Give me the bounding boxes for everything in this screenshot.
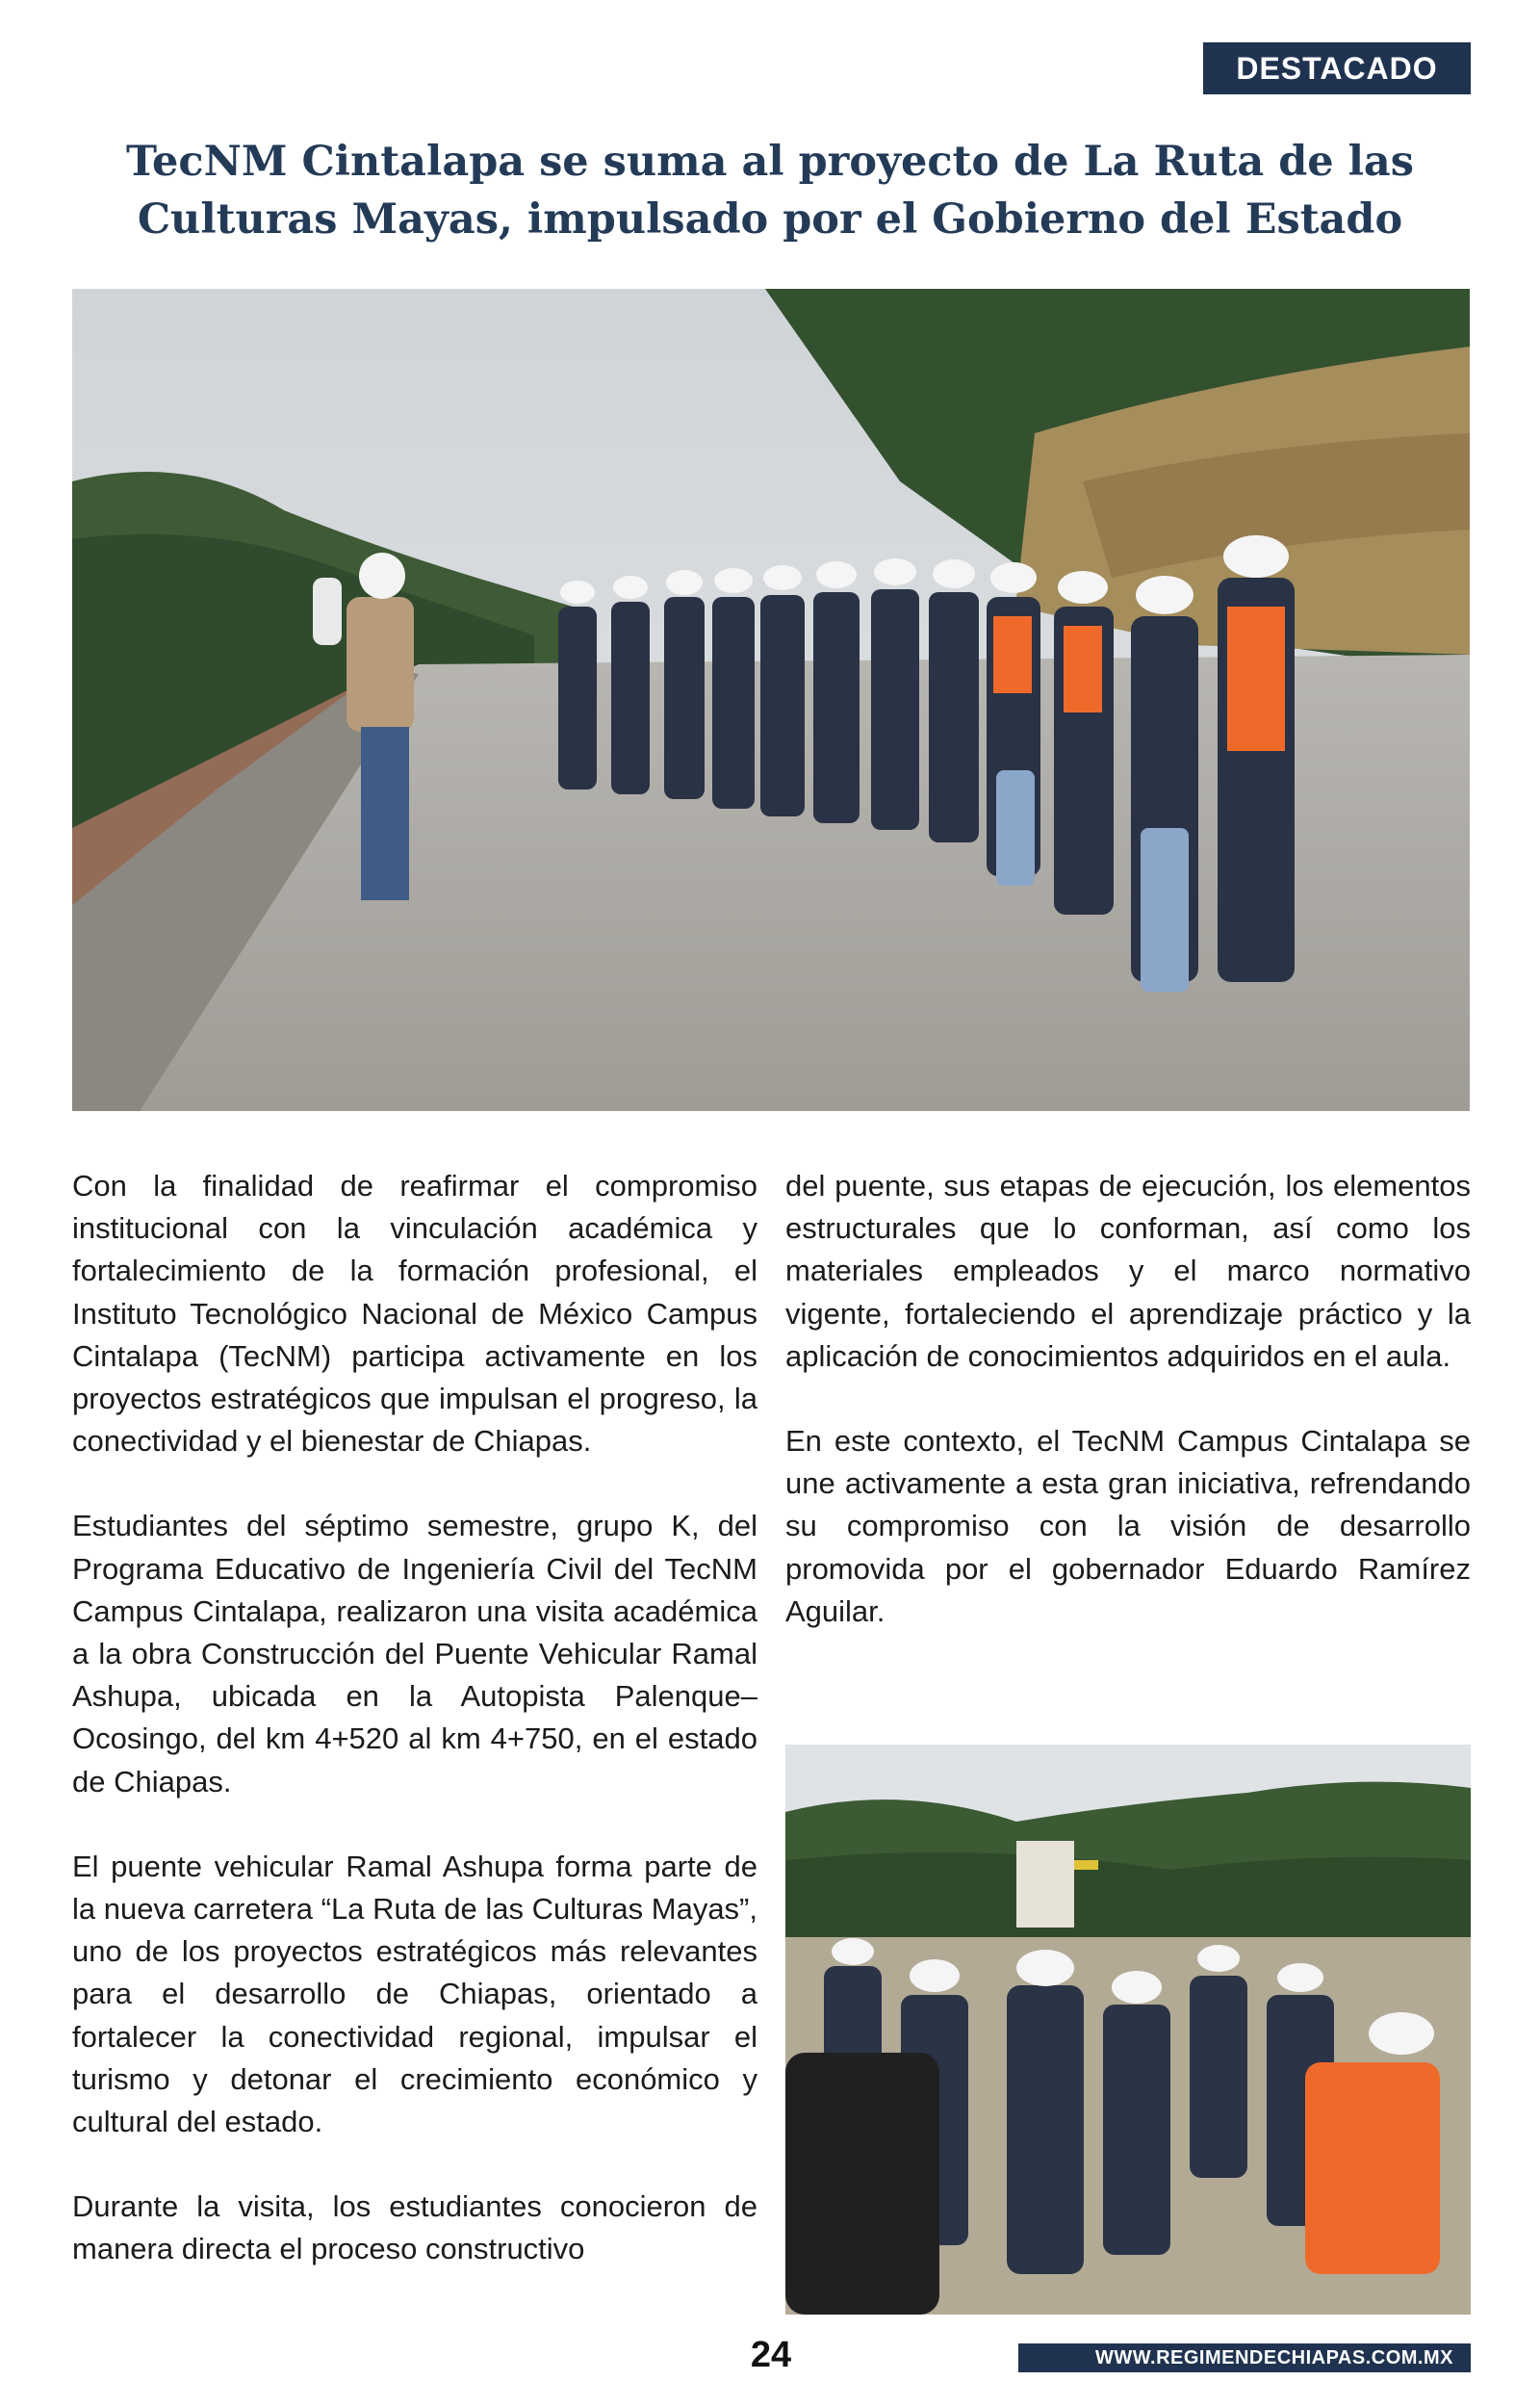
paragraph-1: Con la finalidad de reafirmar el compromiso institucional con la vinculación académica y fortalecimiento de la formación profesional, el Instituto Tecnológico Nacional de México Campus Cintalapa (TecNM) participa activamente en los proyectos estratégicos que impulsan el progreso, la conectividad y el bienestar de Chiapas.	[72, 1169, 757, 1459]
page-number: 24	[750, 2335, 792, 2375]
paragraph-2: Estudiantes del séptimo semestre, grupo K, del Programa Educativo de Ingeniería Civil del TecNM Campus Cintalapa, realizaron una visita académica a la obra Construcción del Puente Vehicular Ramal Ashupa, ubicada en la Autopista Palenque–Ocosingo, del km 4+520 al km 4+750, en el estado de Chiapas.	[72, 1509, 757, 1799]
article-headline	[96, 133, 1444, 248]
headline-line-2: Culturas Mayas, impulsado por el Gobierno del Estado	[137, 195, 1403, 244]
article-column-right	[785, 1165, 1471, 1633]
section-badge: DESTACADO	[1203, 42, 1471, 94]
paragraph-3: El puente vehicular Ramal Ashupa forma parte de la nueva carretera “La Ruta de las Culturas Mayas”, uno de los proyectos estratégicos más relevantes para el desarrollo de Chiapas, orientado a fortalecer la conectividad regional, impulsar el turismo y detonar el crecimiento económico y cultural del estado.	[72, 1849, 757, 2139]
website-url: WWW.REGIMENDECHIAPAS.COM.MX	[1018, 2343, 1471, 2372]
main-photo	[72, 289, 1470, 1111]
paragraph-4-continued: del puente, sus etapas de ejecución, los elementos estructurales que lo conforman, así como los materiales empleados y el marco normativo vigente, fortaleciendo el aprendizaje práctico y la aplicación de conocimientos adquiridos en el aula.	[785, 1169, 1471, 1373]
paragraph-5: En este contexto, el TecNM Campus Cintalapa se une activamente a esta gran iniciativa, refrendando su compromiso con la visión de desarrollo promovida por el gobernador Eduardo Ramírez Aguilar.	[785, 1424, 1471, 1628]
article-column-left	[72, 1165, 757, 2271]
paragraph-4: Durante la visita, los estudiantes conocieron de manera directa el proceso constructivo	[72, 2189, 757, 2266]
headline-line-1: TecNM Cintalapa se suma al proyecto de La Ruta de las	[125, 138, 1415, 186]
secondary-photo	[785, 1745, 1471, 2315]
